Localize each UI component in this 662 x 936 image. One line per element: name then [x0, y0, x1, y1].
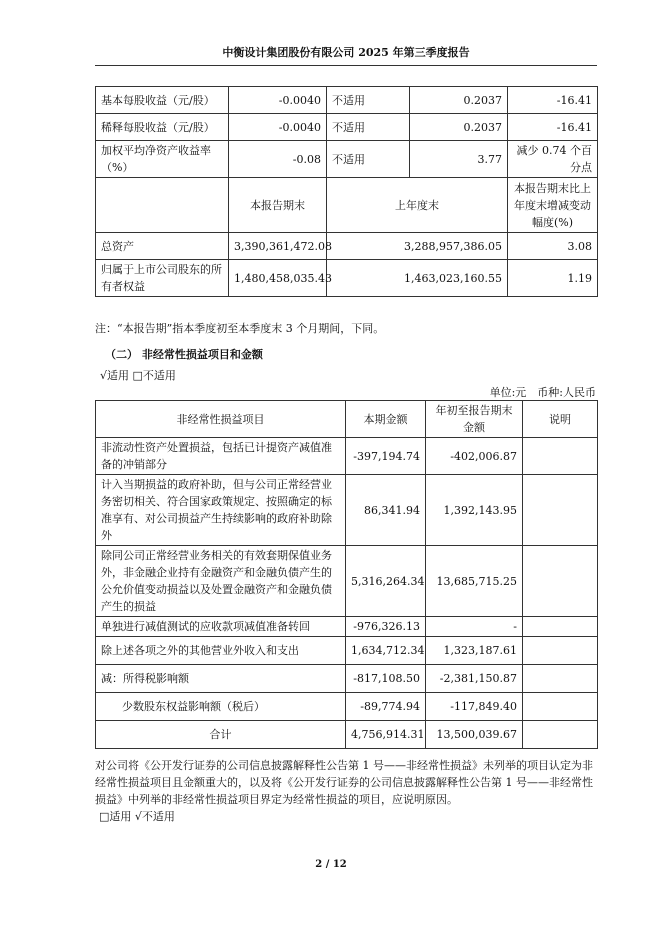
item-cell: 少数股东权益影响额（税后） [96, 693, 346, 721]
item-cell: 除上述各项之外的其他营业外收入和支出 [96, 637, 346, 665]
item-cell: 单独进行减值测试的应收款项减值准备转回 [96, 617, 346, 637]
current-amount: 1,634,712.34 [346, 637, 426, 665]
table-row [96, 546, 598, 617]
table-row [96, 114, 598, 141]
item-cell: 减：所得税影响额 [96, 665, 346, 693]
note-cell [523, 665, 598, 693]
row-label: 稀释每股收益（元/股） [96, 114, 229, 141]
item-header: 非经常性损益项目 [96, 401, 346, 438]
ytd-value: 0.2037 [410, 87, 508, 114]
current-value: -0.0040 [229, 114, 327, 141]
ytd-amount: -2,381,150.87 [426, 665, 523, 693]
table-note: 注：“本报告期”指本季度初至本季度末 3 个月期间，下同。 [95, 322, 385, 335]
applicability-checkbox-text: □适用 √不适用 [99, 810, 175, 823]
note-cell [523, 475, 598, 546]
prev-year-end-value: 3,288,957,386.05 [327, 233, 508, 260]
non-recurring-items-table [95, 400, 598, 749]
ytd-amount: 1,323,187.61 [426, 637, 523, 665]
current-amount: 86,341.94 [346, 475, 426, 546]
current-amount: -817,108.50 [346, 665, 426, 693]
change-value: 减少 0.74 个百分点 [508, 141, 598, 178]
note-cell [523, 438, 598, 475]
item-cell: 除同公司正常经营业务相关的有效套期保值业务外，非金融企业持有金融资产和金融负债产生的公允价值变动损益以及处置金融资产和金融负债产生的损益 [96, 546, 346, 617]
row-label: 归属于上市公司股东的所有者权益 [96, 260, 229, 297]
table-row [96, 665, 598, 693]
period-end-value: 1,480,458,035.43 [229, 260, 327, 297]
change-value: -16.41 [508, 87, 598, 114]
table-row [96, 233, 598, 260]
note-header: 说明 [523, 401, 598, 438]
table-row [96, 637, 598, 665]
current-amount: 5,316,264.34 [346, 546, 426, 617]
item-cell: 非流动性资产处置损益，包括已计提资产减值准备的冲销部分 [96, 438, 346, 475]
note-cell [523, 637, 598, 665]
change-header: 本报告期末比上年度末增减变动幅度(%) [508, 178, 598, 233]
report-header: 中衡设计集团股份有限公司 2025 年第三季度报告 [95, 44, 597, 66]
current-amount: -89,774.94 [346, 693, 426, 721]
row-label: 基本每股收益（元/股） [96, 87, 229, 114]
ytd-amount: 1,392,143.95 [426, 475, 523, 546]
ytd-value: 0.2037 [410, 114, 508, 141]
change-value: 1.19 [508, 260, 598, 297]
item-cell: 计入当期损益的政府补助，但与公司正常经营业务密切相关、符合国家政策规定、按照确定的标准享有、对公司损益产生持续影响的政府补助除外 [96, 475, 346, 546]
ytd-amount: -402,006.87 [426, 438, 523, 475]
table-row [96, 475, 598, 546]
table-row [96, 693, 598, 721]
current-amount: -976,326.13 [346, 617, 426, 637]
current-amount: -397,194.74 [346, 438, 426, 475]
table-total-row [96, 721, 598, 749]
table-header-row [96, 401, 598, 438]
prev-year-end-value: 1,463,023,160.55 [327, 260, 508, 297]
explanation-paragraph: 对公司将《公开发行证券的公司信息披露解释性公告第 1 号——非经常性损益》未列举的项目认定为非经常性损益项目且金额重大的，以及将《公开发行证券的公司信息披露解释性公告第 1 号——非经常性损益》中列举的非经常性损益项目界定为经常性损益的项目，应说明原因。 [95, 759, 593, 806]
ytd-change-value: 不适用 [327, 141, 410, 178]
page-number: 2 / 12 [315, 859, 347, 870]
period-end-value: 3,390,361,472.08 [229, 233, 327, 260]
ytd-change-value: 不适用 [327, 114, 410, 141]
ytd-value: 3.77 [410, 141, 508, 178]
ytd-amount: -117,849.40 [426, 693, 523, 721]
blank-cell [96, 178, 229, 233]
financial-indicators-table [95, 86, 598, 297]
row-label: 总资产 [96, 233, 229, 260]
total-label: 合计 [96, 721, 346, 749]
row-label: 加权平均净资产收益率（%） [96, 141, 229, 178]
current-value: -0.0040 [229, 87, 327, 114]
table-row [96, 438, 598, 475]
change-value: 3.08 [508, 233, 598, 260]
note-cell [523, 721, 598, 749]
period-end-header: 本报告期末 [229, 178, 327, 233]
applicability-checkbox-text: √适用 □不适用 [100, 369, 176, 382]
ytd-amount: - [426, 617, 523, 637]
current-amount-header: 本期金额 [346, 401, 426, 438]
unit-label: 单位:元 币种:人民币 [489, 386, 596, 399]
ytd-amount: 13,500,039.67 [426, 721, 523, 749]
table-row [96, 141, 598, 178]
table-row [96, 87, 598, 114]
ytd-change-value: 不适用 [327, 87, 410, 114]
table-row [96, 260, 598, 297]
ytd-amount: 13,685,715.25 [426, 546, 523, 617]
change-value: -16.41 [508, 114, 598, 141]
note-cell [523, 617, 598, 637]
ytd-amount-header: 年初至报告期末金额 [426, 401, 523, 438]
note-cell [523, 693, 598, 721]
note-cell [523, 546, 598, 617]
current-amount: 4,756,914.31 [346, 721, 426, 749]
current-value: -0.08 [229, 141, 327, 178]
table-subheader-row [96, 178, 598, 233]
prev-year-end-header: 上年度末 [327, 178, 508, 233]
table-row [96, 617, 598, 637]
section-title: （二） 非经常性损益项目和金额 [105, 348, 263, 361]
